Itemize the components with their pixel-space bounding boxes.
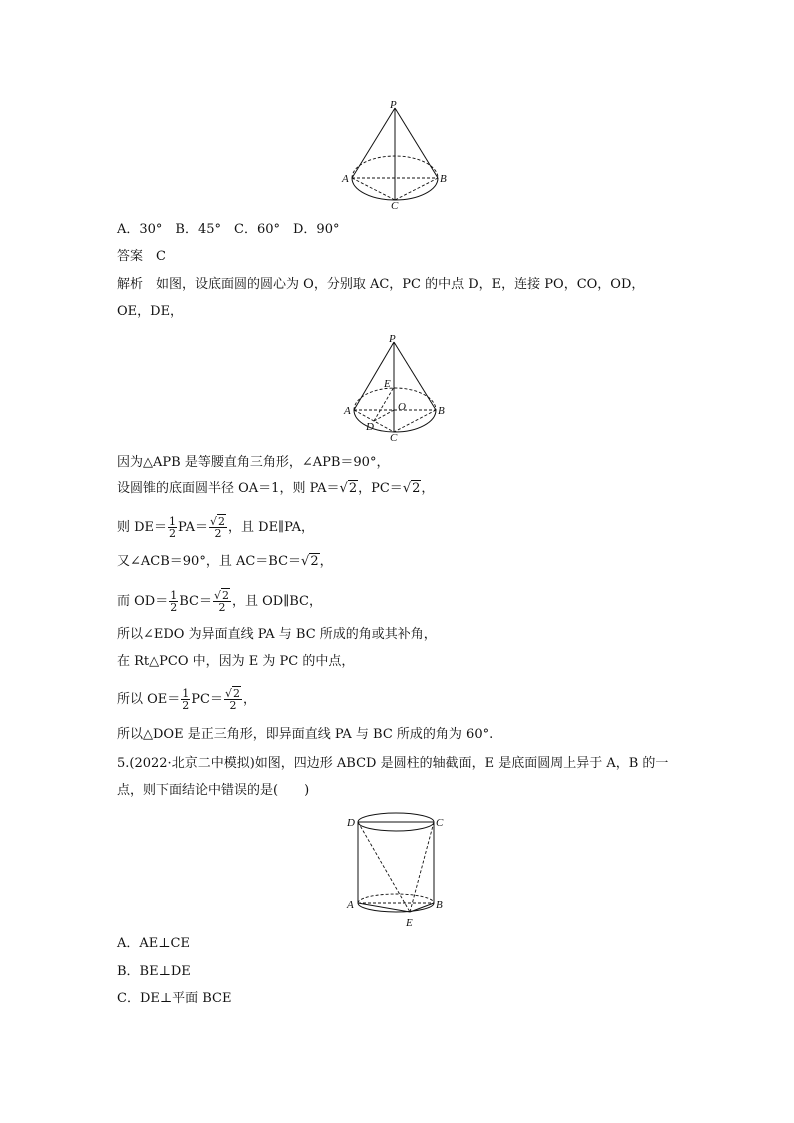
label-B: B: [436, 899, 443, 911]
step-5: 而 OD＝ $\frac{1}{2}$ BC＝ $\frac{√2}{2}$ ，且 OD∥BC，: [117, 589, 322, 614]
step-8: 所以 OE＝ $\frac{1}{2}$ PC＝ $\frac{√2}{2}$ ，: [117, 687, 257, 712]
option-b: B．BE⊥DE: [117, 964, 191, 979]
step-4: 又∠ACB＝90°，且 AC＝BC＝√2，: [117, 554, 333, 569]
answer-line: [117, 249, 166, 265]
label-P: P: [390, 99, 397, 111]
q5-line-1: 5.(2022·北京二中模拟)如图，四边形 ABCD 是圆柱的轴截面，E 是底面圆周上异于 A，B 的一: [117, 756, 669, 771]
label-D: D: [347, 817, 355, 829]
option-a: A．AE⊥CE: [117, 936, 190, 951]
label-A: A: [347, 899, 354, 911]
answer-label: 答案: [117, 249, 144, 264]
fraction-sqrt2-over-2: $\frac{√2}{2}$: [213, 589, 229, 614]
label-C: C: [390, 432, 398, 444]
figure-cylinder: [344, 808, 454, 934]
fraction-half: $\frac{1}{2}$: [182, 687, 190, 712]
figure-cone-2: [342, 332, 462, 451]
label-B: B: [440, 173, 447, 185]
label-O: O: [398, 401, 406, 413]
label-E: E: [384, 378, 391, 390]
analysis-line-2: OE，DE，: [117, 304, 184, 319]
q4-options: A．30° B．45° C．60° D．90°: [117, 222, 340, 237]
label-A: A: [342, 173, 349, 185]
step-6: 所以∠EDO 为异面直线 PA 与 BC 所成的角或其补角，: [117, 627, 437, 642]
figure-cone-1: [340, 98, 460, 217]
label-C: C: [391, 200, 399, 212]
label-P: P: [389, 333, 396, 345]
fraction-sqrt2-over-2: $\frac{√2}{2}$: [224, 687, 240, 712]
label-B: B: [438, 405, 445, 417]
label-D: D: [366, 421, 374, 433]
step-2: 设圆锥的底面圆半径 OA＝1，则 PA＝√2，PC＝√2，: [117, 481, 435, 496]
label-E: E: [406, 917, 413, 929]
analysis-label: 解析: [117, 277, 144, 292]
q5-line-2: 点，则下面结论中错误的是( ): [117, 783, 310, 798]
answer-value: C: [156, 249, 166, 264]
analysis-line-1: 解析 如图，设底面圆的圆心为 O，分别取 AC，PC 的中点 D，E，连接 PO，CO，OD，: [117, 277, 645, 292]
step-9: 所以△DOE 是正三角形，即异面直线 PA 与 BC 所成的角为 60°.: [117, 727, 494, 742]
step-7: 在 Rt△PCO 中，因为 E 为 PC 的中点，: [117, 654, 355, 669]
label-A: A: [344, 405, 351, 417]
option-c: C．DE⊥平面 BCE: [117, 991, 232, 1006]
fraction-half: $\frac{1}{2}$: [169, 515, 177, 540]
step-3: 则 DE＝ $\frac{1}{2}$ PA＝ $\frac{√2}{2}$ ，且 DE∥PA，: [117, 515, 315, 540]
step-1: 因为△APB 是等腰直角三角形，∠APB＝90°，: [117, 455, 390, 470]
fraction-sqrt2-over-2: $\frac{√2}{2}$: [210, 515, 226, 540]
label-C: C: [436, 817, 444, 829]
fraction-half: $\frac{1}{2}$: [170, 589, 178, 614]
